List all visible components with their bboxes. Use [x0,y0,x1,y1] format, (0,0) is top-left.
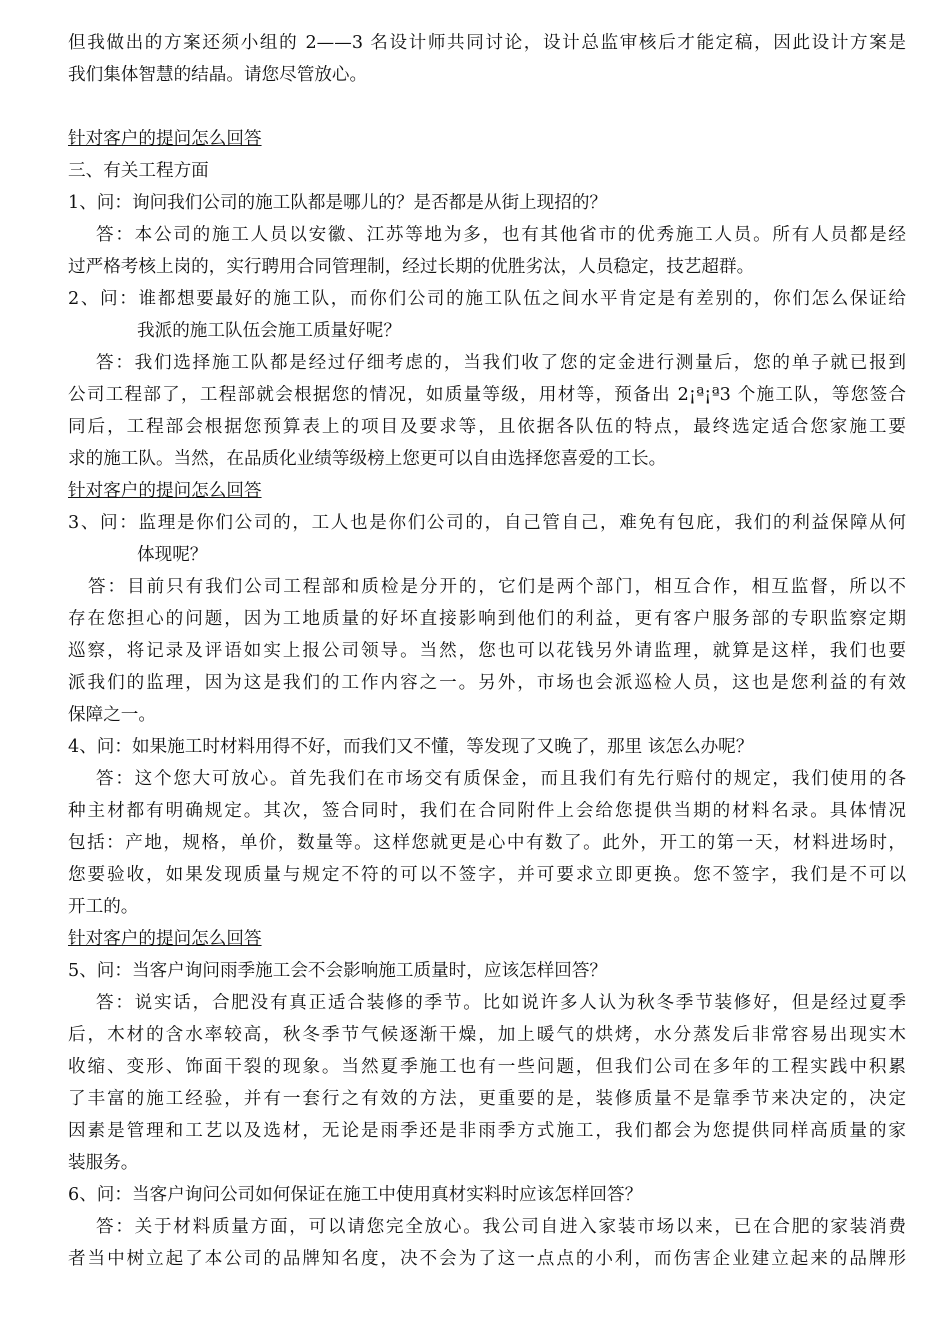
answer-3-line-1: 答：目前只有我们公司工程部和质检是分开的，它们是两个部门，相互合作，相互监督，所以不 [88,577,906,597]
answer-6-line-1: 答：关于材料质量方面，可以请您完全放心。我公司自进入家装市场以来，已在合肥的家装消费 [96,1217,906,1237]
intro-line-1: 但我做出的方案还须小组的 2——3 名设计师共同讨论，设计总监审核后才能定稿，因此设计方案是 [68,33,906,53]
answer-3-line-3: 巡察，将记录及评语如实上报公司领导。当然，您也可以花钱另外请监理，就算是这样，我们也要 [68,641,906,661]
answer-2-line-3: 同后，工程部会根据您预算表上的项目及要求等，且依据各队伍的特点，最终选定适合您家施工要 [68,417,906,437]
question-3-line-1: 3、问：监理是你们公司的，工人也是你们公司的，自己管自己，难免有包庇，我们的利益保障从何 [68,513,906,533]
answer-4-line-5: 开工的。 [68,897,139,917]
answer-4-line-3: 包括：产地，规格，单价，数量等。这样您就更是心中有数了。此外，开工的第一天，材料进场时， [68,833,906,853]
answer-5-line-5: 因素是管理和工艺以及选材，无论是雨季还是非雨季方式施工，我们都会为您提供同样高质量的家 [68,1121,906,1141]
intro-line-2: 我们集体智慧的结晶。请您尽管放心。 [68,65,368,85]
question-2-line-1: 2、问：谁都想要最好的施工队，而你们公司的施工队伍之间水平肯定是有差别的，你们怎么保证给 [68,289,906,309]
answer-2-line-1: 答：我们选择施工队都是经过仔细考虑的，当我们收了您的定金进行测量后，您的单子就已报到 [96,353,906,373]
question-1: 1、问：询问我们公司的施工队都是哪儿的？是否都是从街上现招的？ [68,193,608,213]
question-2-line-2: 我派的施工队伍会施工质量好呢？ [137,321,401,341]
section-heading: 针对客户的提问怎么回答 [68,129,262,149]
question-6: 6、问：当客户询问公司如何保证在施工中使用真材实料时应该怎样回答？ [68,1185,643,1205]
answer-5-line-3: 收缩、变形、饰面干裂的现象。当然夏季施工也有一些问题，但我们公司在多年的工程实践中积累 [68,1057,906,1077]
answer-5-line-4: 了丰富的施工经验，并有一套行之有效的方法，更重要的是，装修质量不是靠季节来决定的，决定 [68,1089,906,1109]
answer-2-line-4: 求的施工队。当然，在品质化业绩等级榜上您更可以自由选择您喜爱的工长。 [68,449,667,469]
answer-5-line-6: 装服务。 [68,1153,139,1173]
answer-3-line-5: 保障之一。 [68,705,156,725]
section-title: 三、有关工程方面 [68,161,209,181]
section-heading: 针对客户的提问怎么回答 [68,929,262,949]
answer-4-line-2: 种主材都有明确规定。其次，签合同时，我们在合同附件上会给您提供当期的材料名录。具体情况 [68,801,906,821]
question-3-line-2: 体现呢？ [137,545,208,565]
answer-5-line-2: 后，木材的含水率较高，秋冬季节气候逐渐干燥，加上暖气的烘烤，水分蒸发后非常容易出现实木 [68,1025,906,1045]
answer-4-line-4: 您要验收，如果发现质量与规定不符的可以不签字，并可要求立即更换。您不签字，我们是不可以 [68,865,906,885]
answer-2-line-2: 公司工程部了，工程部就会根据您的情况，如质量等级，用材等，预备出 2¡ª¡ª3 个施工队，等您签合 [68,385,906,405]
question-4: 4、问：如果施工时材料用得不好，而我们又不懂，等发现了又晚了，那里 该怎么办呢？ [68,737,754,757]
answer-4-line-1: 答：这个您大可放心。首先我们在市场交有质保金，而且我们有先行赔付的规定，我们使用的各 [96,769,906,789]
answer-5-line-1: 答：说实话，合肥没有真正适合装修的季节。比如说许多人认为秋冬季节装修好，但是经过夏季 [96,993,906,1013]
answer-1-line-2: 过严格考核上岗的，实行聘用合同管理制，经过长期的优胜劣汰，人员稳定，技艺超群。 [68,257,755,277]
answer-3-line-2: 存在您担心的问题，因为工地质量的好坏直接影响到他们的利益，更有客户服务部的专职监察定期 [68,609,906,629]
section-heading: 针对客户的提问怎么回答 [68,481,262,501]
answer-6-line-2: 者当中树立起了本公司的品牌知名度，决不会为了这一点点的小利，而伤害企业建立起来的品牌形 [68,1249,906,1269]
answer-1-line-1: 答：本公司的施工人员以安徽、江苏等地为多，也有其他省市的优秀施工人员。所有人员都是经 [96,225,906,245]
answer-3-line-4: 派我们的监理，因为这是我们的工作内容之一。另外，市场也会派巡检人员，这也是您利益的有效 [68,673,906,693]
question-5: 5、问：当客户询问雨季施工会不会影响施工质量时，应该怎样回答？ [68,961,608,981]
